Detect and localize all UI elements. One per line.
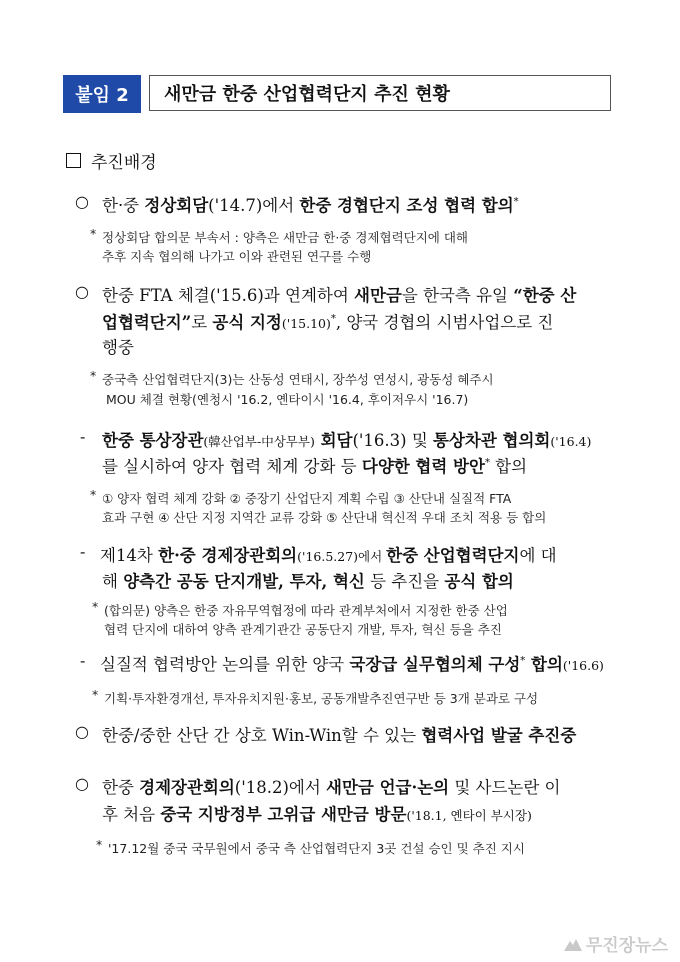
note-star: *: [90, 487, 97, 502]
note-3-line-1: ① 양자 협력 체계 강화 ② 중장기 산업단지 계획 수립 ③ 산단내 실질적 FTA: [102, 491, 512, 506]
attachment-tag: 붙임 2: [63, 75, 141, 113]
item-2-line-3: 행중: [102, 338, 134, 357]
note-1-line-2: 추후 지속 협의해 나가고 이와 관련된 연구를 수행: [102, 249, 372, 264]
section-title: 추진배경: [91, 153, 157, 173]
section-heading: [66, 148, 157, 173]
note-1-line-1: 정상회담 합의문 부속서 : 양측은 새만금 한·중 경제협력단지에 대해: [102, 230, 468, 245]
note-star: *: [90, 226, 97, 241]
item-2-line-1: 한중 FTA 체결('15.6)과 연계하여 새만금을 한국측 유일 “한중 산: [102, 286, 577, 305]
note-2-line-2: MOU 체결 현황(옌청시 '16.2, 옌타이시 '16.4, 후이저우시 '16.7): [106, 392, 469, 407]
item-5: 실질적 협력방안 논의를 위한 양국 국장급 실무협의체 구성* 합의('16.6): [100, 655, 604, 674]
item-2-line-2: 업협력단지”로 공식 지정('15.10)*, 양국 경협의 시범사업으로 진: [102, 313, 554, 332]
circle-bullet: ○: [75, 282, 89, 301]
item-4-line-1: 제14차 한·중 경제장관회의('16.5.27)에서 한중 산업협력단지에 대: [100, 546, 557, 565]
document-title: 새만금 한중 산업협력단지 추진 현황: [149, 75, 611, 111]
checkbox-square-icon: [66, 153, 81, 168]
item-7-line-1: 한중 경제장관회의('18.2)에서 새만금 언급·논의 및 사드논란 이: [102, 778, 561, 797]
note-star: *: [92, 687, 99, 702]
dash-bullet: -: [80, 427, 86, 446]
note-star: *: [90, 368, 97, 383]
circle-bullet: ○: [75, 192, 89, 211]
attachment-header: [63, 75, 613, 113]
item-1: 한·중 정상회담('14.7)에서 한중 경협단지 조성 협력 합의*: [102, 196, 519, 215]
watermark: [564, 931, 668, 956]
item-4-line-2: 해 양측간 공동 단지개발, 투자, 혁신 등 추진을 공식 합의: [102, 572, 514, 591]
note-3-line-2: 효과 구현 ④ 산단 지정 지역간 교류 강화 ⑤ 산단내 혁신적 우대 조치 적용 등 합의: [102, 510, 547, 525]
item-3-line-2: 를 실시하여 양자 협력 체계 강화 등 다양한 협력 방안* 합의: [102, 457, 528, 476]
item-7-line-2: 후 처음 중국 지방정부 고위급 새만금 방문('18.1, 옌타이 부시장): [102, 805, 532, 824]
dash-bullet: -: [80, 542, 86, 561]
mountain-logo-icon: [564, 937, 582, 951]
item-3-line-1: 한중 통상장관(韓산업부-中상무부) 회담('16.3) 및 통상차관 협의회('16.4): [102, 431, 592, 450]
note-5-line-1: 기획·투자환경개선, 투자유치지원·홍보, 공동개발추진연구반 등 3개 분과로 구성: [104, 691, 539, 706]
note-2-line-1: 중국측 산업협력단지(3)는 산동성 연태시, 장쑤성 연성시, 광동성 혜주시: [102, 372, 494, 387]
dash-bullet: -: [80, 651, 86, 670]
circle-bullet: ○: [75, 774, 89, 793]
note-7-line-1: '17.12월 중국 국무원에서 중국 측 산업협력단지 3곳 건설 승인 및 추진 지시: [108, 841, 525, 856]
note-star: *: [96, 837, 103, 852]
item-6: 한중/중한 산단 간 상호 Win-Win할 수 있는 협력사업 발굴 추진중: [102, 726, 577, 745]
watermark-text: 무진장뉴스: [585, 936, 668, 956]
note-star: *: [92, 599, 99, 614]
circle-bullet: ○: [75, 722, 89, 741]
note-4-line-1: (합의문) 양측은 한중 자유무역협정에 따라 관계부처에서 지정한 한중 산업: [104, 603, 508, 618]
note-4-line-2: 협력 단지에 대하여 양측 관계기관간 공동단지 개발, 투자, 혁신 등을 추진: [104, 622, 502, 637]
